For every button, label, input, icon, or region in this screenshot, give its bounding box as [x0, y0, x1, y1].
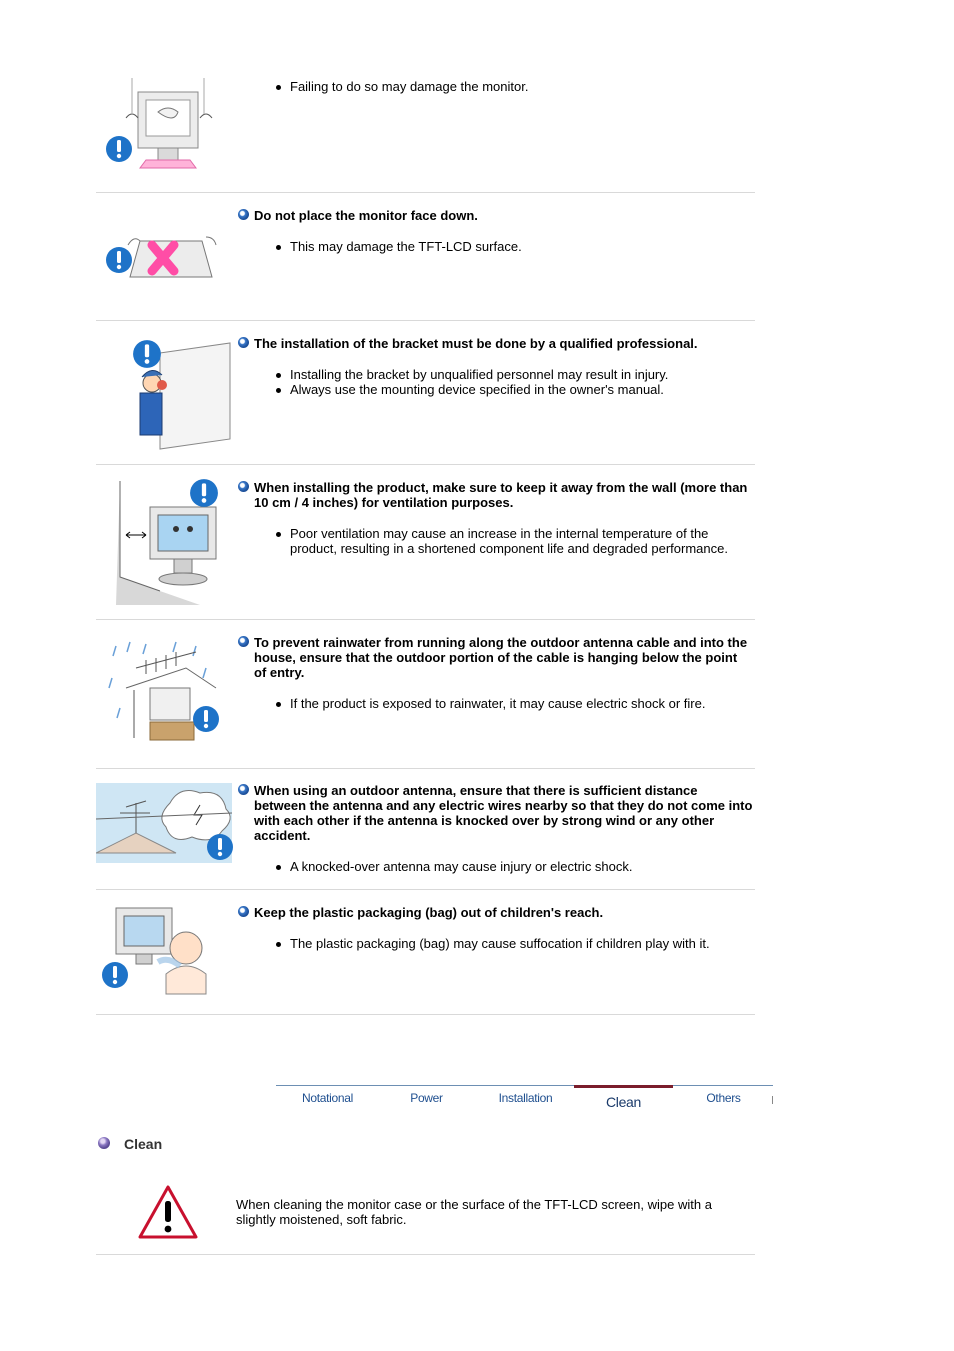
warning-triangle-icon	[137, 1184, 199, 1240]
child-plastic-bag-illustration	[102, 904, 222, 1004]
section-orb-icon	[98, 1137, 110, 1149]
bullet-item: This may damage the TFT-LCD surface.	[274, 239, 754, 254]
clean-section-title: Clean	[98, 1136, 162, 1152]
section-heading: When installing the product, make sure to keep it away from the wall (more than 10 cm / 4 inches) for ventilation purposes.	[238, 480, 753, 510]
bullet-orb-icon	[238, 337, 249, 348]
bullet-orb-icon	[238, 481, 249, 492]
bullet-list	[274, 696, 754, 711]
bullet-list	[274, 859, 754, 874]
instruction-row-monitor-handling	[96, 68, 755, 193]
section-heading: Keep the plastic packaging (bag) out of children's reach.	[238, 905, 753, 920]
notice-icon	[101, 961, 129, 989]
monitor-handling-illustration	[96, 78, 226, 190]
bullet-item: If the product is exposed to rainwater, it may cause electric shock or fire.	[274, 696, 754, 711]
bullet-orb-icon	[238, 784, 249, 795]
section-heading: To prevent rainwater from running along the outdoor antenna cable and into the house, ensure that the outdoor portion of the cable is hanging below the point of entry.	[238, 635, 753, 680]
bullet-orb-icon	[238, 906, 249, 917]
clean-instruction-text: When cleaning the monitor case or the surface of the TFT-LCD screen, wipe with a slightly moistened, soft fabric.	[236, 1197, 712, 1227]
instruction-row-ventilation	[96, 465, 755, 620]
bullet-item: Installing the bracket by unqualified personnel may result in injury.	[274, 367, 754, 382]
bullet-item: The plastic packaging (bag) may cause suffocation if children play with it.	[274, 936, 754, 951]
bullet-item: Failing to do so may damage the monitor.	[274, 79, 754, 94]
instruction-row-bracket	[96, 321, 755, 465]
bullet-list	[274, 367, 754, 397]
bullet-item: Poor ventilation may cause an increase in the internal temperature of the product, resulting in a shortened component life and degraded performance.	[274, 526, 754, 556]
notice-icon	[105, 135, 133, 163]
instruction-row-face-down	[96, 193, 755, 321]
bullet-list	[274, 936, 754, 951]
notice-icon	[132, 339, 162, 369]
tab-others[interactable]: Others	[706, 1091, 741, 1105]
tab-separator	[772, 1096, 773, 1104]
notice-icon	[189, 478, 219, 508]
tab-power[interactable]: Power	[410, 1091, 443, 1105]
clean-instruction-row	[96, 1170, 755, 1255]
tab-notational[interactable]: Notational	[301, 1091, 354, 1105]
section-heading: When using an outdoor antenna, ensure that there is sufficient distance between the antenna and any electric wires nearby so that they do not come into with each other if the antenna is knocked over by strong wind or any other accident.	[238, 783, 753, 843]
bullet-item: Always use the mounting device specified in the owner's manual.	[274, 382, 754, 397]
bullet-orb-icon	[238, 636, 249, 647]
bullet-list	[274, 239, 754, 254]
tab-installation[interactable]: Installation	[498, 1091, 553, 1105]
section-tab-bar	[276, 1085, 773, 1115]
bullet-list	[274, 79, 754, 94]
tab-clean[interactable]: Clean	[574, 1085, 673, 1110]
section-heading: Do not place the monitor face down.	[238, 208, 753, 223]
bullet-item: A knocked-over antenna may cause injury or electric shock.	[274, 859, 754, 874]
notice-icon	[206, 833, 234, 861]
tab-bar-divider	[276, 1085, 773, 1086]
instruction-row-plastic-bag	[96, 890, 755, 1015]
notice-icon	[192, 705, 220, 733]
bullet-orb-icon	[238, 209, 249, 220]
notice-icon	[105, 246, 133, 274]
section-heading: The installation of the bracket must be done by a qualified professional.	[238, 336, 753, 351]
bullet-list	[274, 526, 754, 556]
instruction-row-rainwater	[96, 620, 755, 769]
instruction-row-antenna-distance	[96, 769, 755, 890]
